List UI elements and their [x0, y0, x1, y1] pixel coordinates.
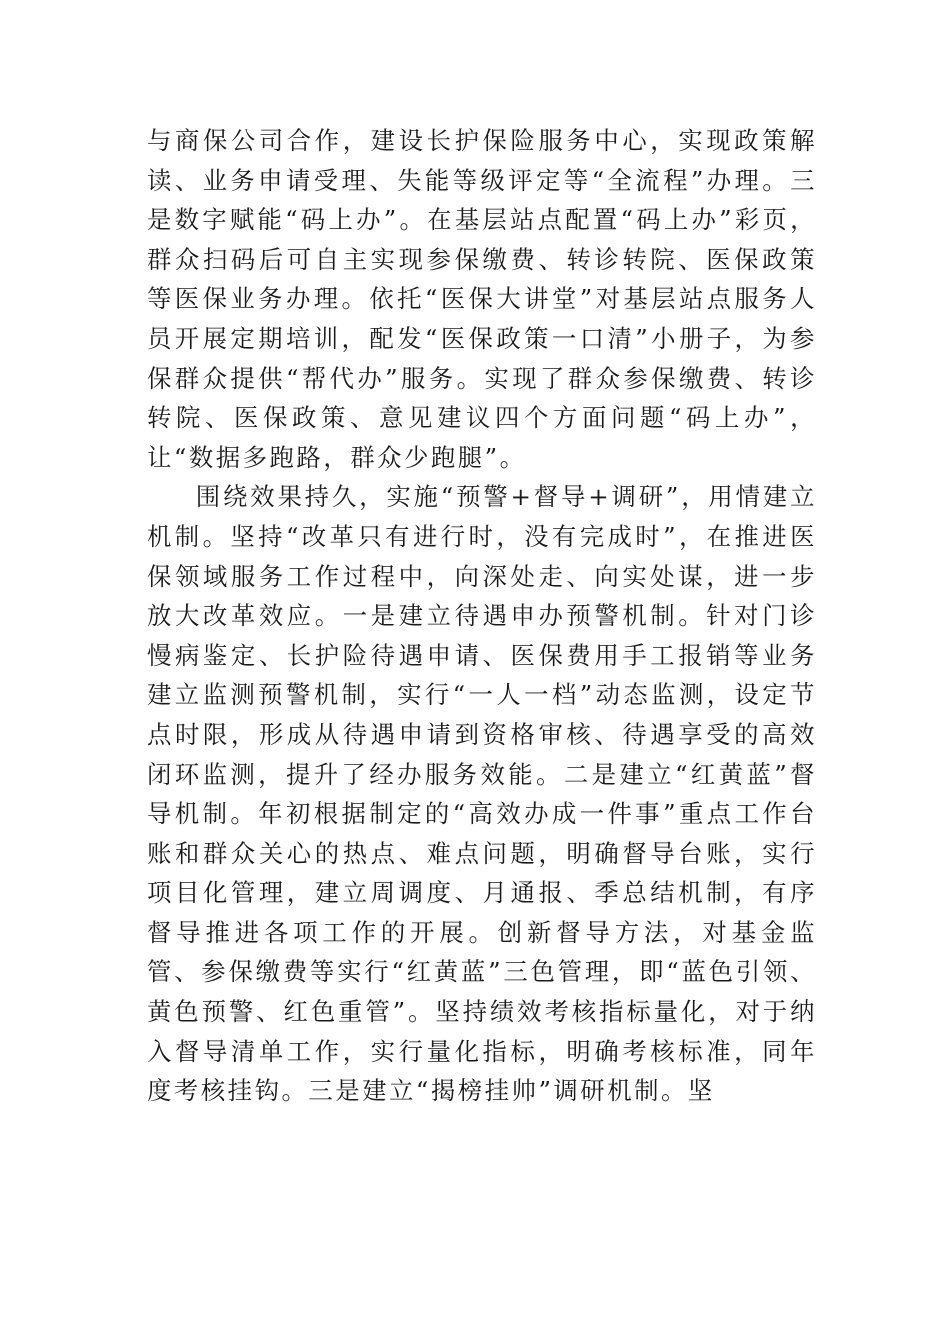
paragraph-mechanism: 围绕效果持久，实施“预警+督导+调研”，用情建立机制。坚持“改革只有进行时，没有完成时”，在推进医保领域服务工作过程中，向深处走、向实处谋，进一步放大改革效应。一是建立待遇申办预警机制。针对门诊慢病鉴定、长护险待遇申请、医保费用手工报销等业务建立监测预警机制，实行“一人一档”动态监测，设定节点时限，形成从待遇申请到资格审核、待遇享受的高效闭环监测，提升了经办服务效能。二是建立“红黄蓝”督导机制。年初根据制定的“高效办成一件事”重点工作台账和群众关心的热点、难点问题，明确督导台账，实行项目化管理，建立周调度、月通报、季总结机制，有序督导推进各项工作的开展。创新督导方法，对基金监管、参保缴费等实行“红黄蓝”三色管理，即“蓝色引领、黄色预警、红色重管”。坚持绩效考核指标量化，对于纳入督导清单工作，实行量化指标，明确考核标准，同年度考核挂钩。三是建立“揭榜挂帅”调研机制。坚: [147, 482, 817, 1106]
paragraph-continued: 与商保公司合作，建设长护保险服务中心，实现政策解读、业务申请受理、失能等级评定等“全流程”办理。三是数字赋能“码上办”。在基层站点配置“码上办”彩页，群众扫码后可自主实现参保缴费、转诊转院、医保政策等医保业务办理。依托“医保大讲堂”对基层站点服务人员开展定期培训，配发“医保政策一口清”小册子，为参保群众提供“帮代办”服务。实现了群众参保缴费、转诊转院、医保政策、意见建议四个方面问题“码上办”，让“数据多跑路，群众少跑腿”。: [147, 126, 817, 472]
document-body: [147, 121, 817, 1111]
